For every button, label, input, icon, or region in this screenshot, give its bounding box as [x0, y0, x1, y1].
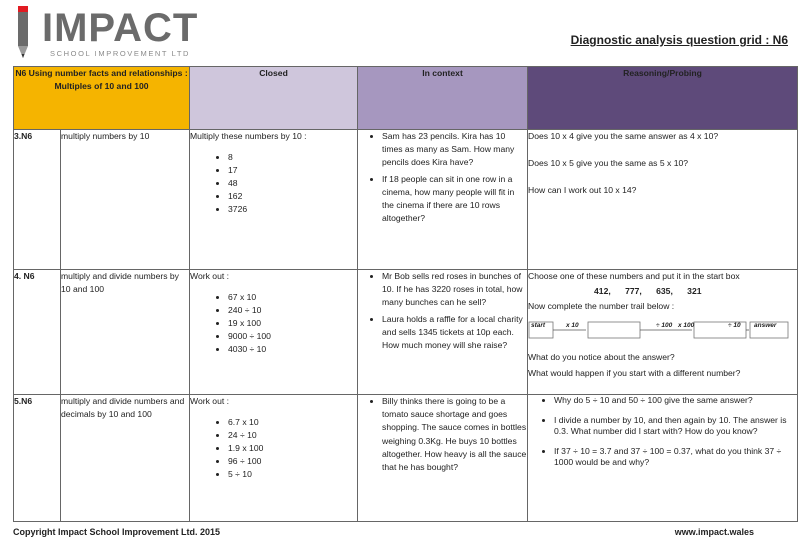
list-item: • Why do 5 ÷ 10 and 50 ÷ 100 give the same answer? — [554, 395, 797, 407]
list-item: • 9000 ÷ 100 — [228, 330, 357, 343]
reasoning-numbers: 412, 777, 635, 321 — [594, 286, 702, 296]
reasoning-cell — [528, 270, 798, 395]
closed-cell — [190, 130, 358, 270]
reasoning-list — [528, 395, 797, 469]
closed-intro: Work out : — [190, 271, 230, 281]
header-row — [14, 67, 798, 130]
reasoning-question: Does 10 x 4 give you the same answer as 4 x 10? — [528, 131, 719, 141]
closed-list — [190, 291, 357, 356]
list-item: • 19 x 100 — [228, 317, 357, 330]
list-item: • 162 — [228, 190, 357, 203]
list-item: • 1.9 x 100 — [228, 442, 357, 455]
closed-list — [190, 416, 357, 481]
list-item: • If 37 ÷ 10 = 3.7 and 37 ÷ 100 = 0.37, what do you think 37 ÷ 1000 would be and why? — [554, 446, 797, 469]
list-item: • Sam has 23 pencils. Kira has 10 times as many as Sam. How many pencils does Kira have? — [382, 130, 527, 170]
closed-list — [190, 151, 357, 216]
list-item: • Laura holds a raffle for a local charity and sells 1345 tickets at 10p each. How much money will she raise? — [382, 313, 527, 353]
logo-subtitle: SCHOOL IMPROVEMENT LTD — [50, 49, 191, 58]
reasoning-question: Does 10 x 5 give you the same as 5 x 10? — [528, 158, 689, 168]
list-item: • 240 ÷ 10 — [228, 304, 357, 317]
context-cell — [358, 130, 528, 270]
reasoning-question: What would happen if you start with a different number? — [528, 368, 741, 378]
header-in-context: In context — [358, 67, 528, 130]
number-trail — [528, 317, 797, 349]
trail-label: x 10 — [566, 322, 579, 329]
context-list — [358, 395, 527, 474]
list-item: • 4030 ÷ 10 — [228, 343, 357, 356]
impact-logo — [14, 4, 204, 62]
list-item: • I divide a number by 10, and then again by 10. The answer is 0.3. What number did I start with? How do you know? — [554, 415, 797, 438]
list-item: • Mr Bob sells red roses in bunches of 10. If he has 3220 roses in total, how many bunches can he sell? — [382, 270, 527, 310]
list-item: • 8 — [228, 151, 357, 164]
logo-text: IMPACT — [42, 6, 199, 50]
trail-label: ÷ 100 — [656, 322, 673, 329]
closed-intro: Multiply these numbers by 10 : — [190, 131, 307, 141]
context-list — [358, 270, 527, 352]
table-row — [14, 270, 798, 395]
pencil-icon — [16, 6, 34, 60]
context-cell — [358, 270, 528, 395]
row-skill: multiply and divide numbers by 10 and 100 — [61, 270, 190, 395]
list-item: • 5 ÷ 10 — [228, 468, 357, 481]
header-closed: Closed — [190, 67, 358, 130]
trail-label: ÷ 10 — [728, 322, 741, 329]
question-grid — [13, 66, 798, 522]
trail-empty-box — [588, 322, 640, 338]
row-code: 3.N6 — [14, 130, 61, 270]
reasoning-cell — [528, 395, 798, 522]
list-item: • Billy thinks there is going to be a tomato sauce shortage and goes shopping. The sauce comes in bottles weighing 0.3Kg. He buys 10 bottles altogether. How heavy is all the sauce that he has bought? — [382, 395, 527, 474]
closed-cell — [190, 395, 358, 522]
context-list — [358, 130, 527, 225]
row-skill: multiply numbers by 10 — [61, 130, 190, 270]
closed-cell — [190, 270, 358, 395]
closed-intro: Work out : — [190, 396, 230, 406]
header-topic: N6 Using number facts and relationships : Multiples of 10 and 100 — [14, 67, 190, 130]
trail-label: start — [531, 322, 546, 329]
list-item: • 17 — [228, 164, 357, 177]
reasoning-cell — [528, 130, 798, 270]
footer-copyright: Copyright Impact School Improvement Ltd. 2015 — [13, 527, 221, 537]
trail-label: answer — [754, 322, 777, 329]
reasoning-intro: Choose one of these numbers and put it in the start box — [528, 271, 740, 281]
row-skill: multiply and divide numbers and decimals by 10 and 100 — [61, 395, 190, 522]
reasoning-question: What do you notice about the answer? — [528, 352, 675, 362]
number-trail-diagram — [528, 317, 790, 347]
list-item: • 67 x 10 — [228, 291, 357, 304]
footer-website[interactable]: www.impact.wales — [674, 527, 754, 537]
list-item: • 24 ÷ 10 — [228, 429, 357, 442]
table-row — [14, 395, 798, 522]
trail-intro: Now complete the number trail below : — [528, 301, 675, 311]
list-item: • 96 ÷ 100 — [228, 455, 357, 468]
header-reasoning: Reasoning/Probing — [528, 67, 798, 130]
table-row — [14, 130, 798, 270]
context-cell — [358, 395, 528, 522]
list-item: • 3726 — [228, 203, 357, 216]
row-code: 4. N6 — [14, 270, 61, 395]
list-item: • 48 — [228, 177, 357, 190]
reasoning-question: How can I work out 10 x 14? — [528, 185, 637, 195]
trail-label: x 100 — [678, 322, 695, 329]
list-item: • If 18 people can sit in one row in a cinema, how many people will fit in the cinema if there are 10 rows altogether? — [382, 173, 527, 226]
list-item: • 6.7 x 10 — [228, 416, 357, 429]
page-title: Diagnostic analysis question grid : N6 — [570, 33, 788, 47]
row-code: 5.N6 — [14, 395, 61, 522]
